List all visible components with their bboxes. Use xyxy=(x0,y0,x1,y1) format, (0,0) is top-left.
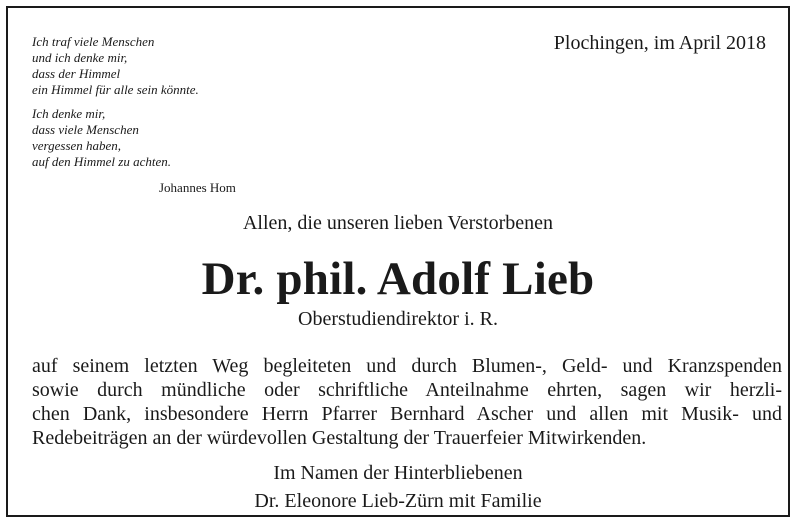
deceased-title: Oberstudiendirektor i. R. xyxy=(298,308,498,330)
deceased-name: Dr. phil. Adolf Lieb xyxy=(201,253,595,305)
poem-line: Ich traf viele Menschen xyxy=(32,34,155,49)
thanks-text xyxy=(32,354,782,450)
poem-stanza-2 xyxy=(32,106,199,170)
poem-stanza-1 xyxy=(32,34,199,98)
thanks-line: chen Dank, insbesondere Herrn Pfarrer Bernhard Ascher und allen mit Musik- und xyxy=(32,403,782,425)
intro-text: Allen, die unseren lieben Verstorbenen xyxy=(242,212,554,234)
thanks-line: auf seinem letzten Weg begleiteten und durch Blumen-, Geld- und Kranzspenden xyxy=(32,355,782,377)
thanks-line: Redebeiträgen an der würdevollen Gestaltung der Trauerfeier Mitwirkenden. xyxy=(32,427,647,449)
thanks-line: sowie durch mündliche oder schriftliche Anteilnahme ehrten, sagen wir herzli- xyxy=(32,379,782,401)
poem-line: und ich denke mir, xyxy=(32,50,128,65)
poem-line: ein Himmel für alle sein könnte. xyxy=(32,82,199,97)
poem xyxy=(32,34,199,178)
poem-line: vergessen haben, xyxy=(32,138,122,153)
poem-line: auf den Himmel zu achten. xyxy=(32,154,172,169)
poem-line: dass viele Menschen xyxy=(32,122,139,137)
place-date: Plochingen, im April 2018 xyxy=(553,32,766,54)
poem-line: Ich denke mir, xyxy=(32,106,106,121)
notice-frame xyxy=(6,6,790,517)
signature-line-2: Dr. Eleonore Lieb-Zürn mit Familie xyxy=(254,490,542,512)
signature-line-1: Im Namen der Hinterbliebenen xyxy=(273,462,523,484)
poem-author: Johannes Hom xyxy=(159,180,236,195)
poem-line: dass der Himmel xyxy=(32,66,121,81)
